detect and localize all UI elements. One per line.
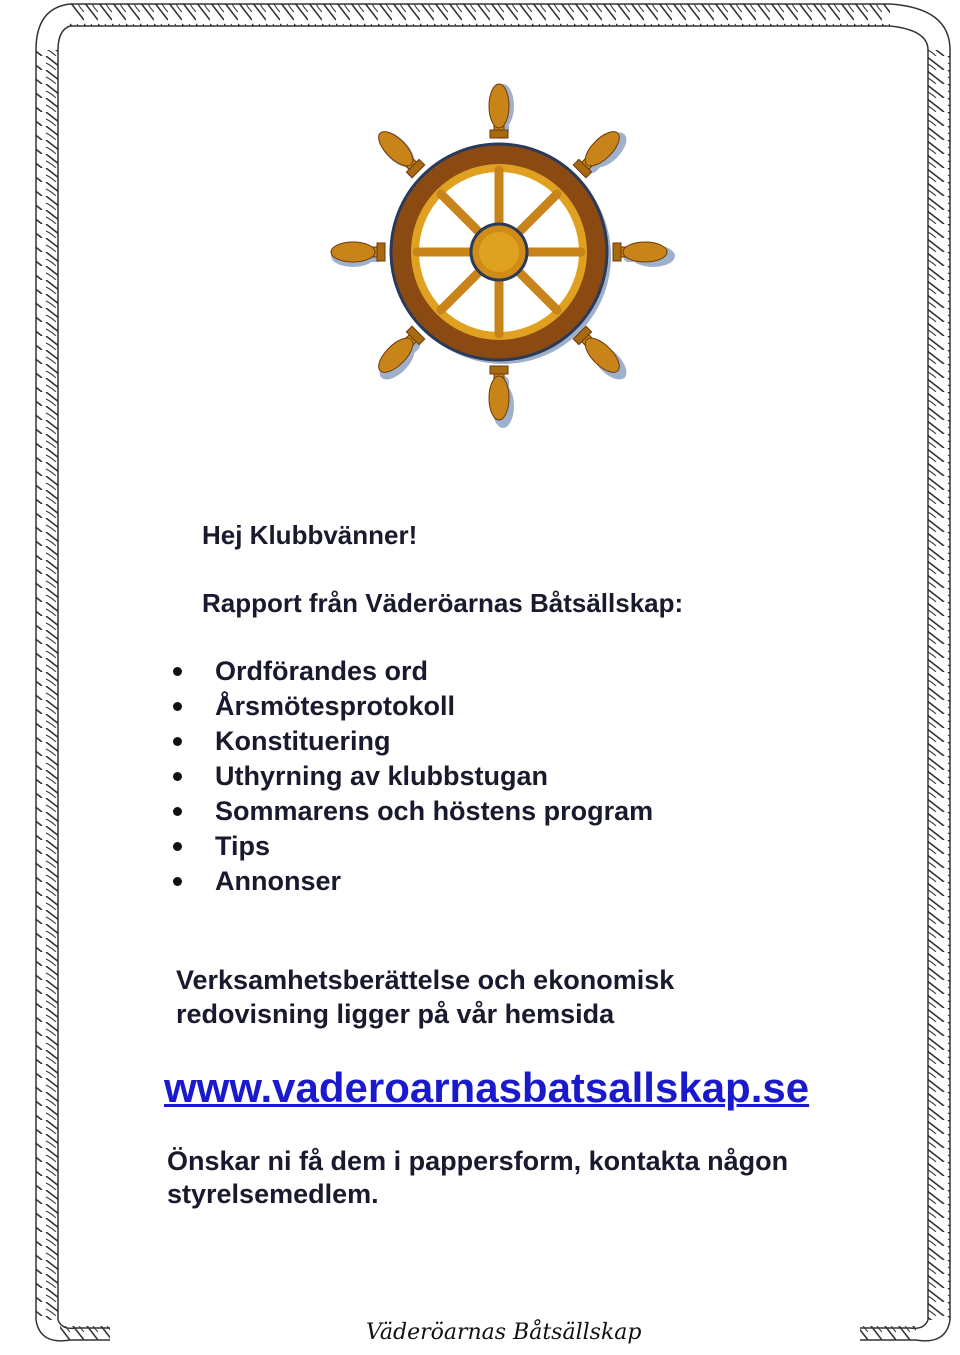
bullet-icon <box>173 667 182 676</box>
bullet-icon <box>173 877 182 886</box>
list-item-label: Sommarens och höstens program <box>215 796 654 826</box>
list-item <box>165 724 653 759</box>
bullet-icon <box>173 737 182 746</box>
bullet-icon <box>173 702 182 711</box>
bullet-icon <box>173 842 182 851</box>
list-item-label: Konstituering <box>215 726 391 756</box>
report-title: Rapport från Väderöarnas Båtsällskap: <box>202 588 684 618</box>
list-item-label: Uthyrning av klubbstugan <box>215 761 549 791</box>
bullet-icon <box>173 807 182 816</box>
list-item <box>165 794 653 829</box>
list-item <box>165 689 653 724</box>
topic-list <box>165 654 653 899</box>
paper-request-line-2: styrelsemedlem. <box>167 1179 379 1209</box>
list-item-label: Årsmötesprotokoll <box>215 691 456 721</box>
paper-request <box>167 1145 867 1211</box>
list-item <box>165 654 653 689</box>
list-item-label: Ordförandes ord <box>215 656 429 686</box>
ship-wheel-icon <box>325 78 675 428</box>
website-link[interactable]: www.vaderoarnasbatsallskap.se <box>164 1064 810 1111</box>
bullet-icon <box>173 772 182 781</box>
list-item <box>165 864 653 899</box>
greeting: Hej Klubbvänner! <box>202 520 418 550</box>
list-item-label: Tips <box>215 831 271 861</box>
paper-request-line-1: Önskar ni få dem i pappersform, kontakta någon <box>167 1146 789 1176</box>
report-note-line-1: Verksamhetsberättelse och ekonomisk <box>176 965 675 995</box>
report-note <box>176 963 816 1031</box>
list-item-label: Annonser <box>215 866 342 896</box>
list-item <box>165 829 653 864</box>
list-item <box>165 759 653 794</box>
report-note-line-2: redovisning ligger på vår hemsida <box>176 999 615 1029</box>
footer-signature: Väderöarnas Båtsällskap <box>366 1320 642 1345</box>
